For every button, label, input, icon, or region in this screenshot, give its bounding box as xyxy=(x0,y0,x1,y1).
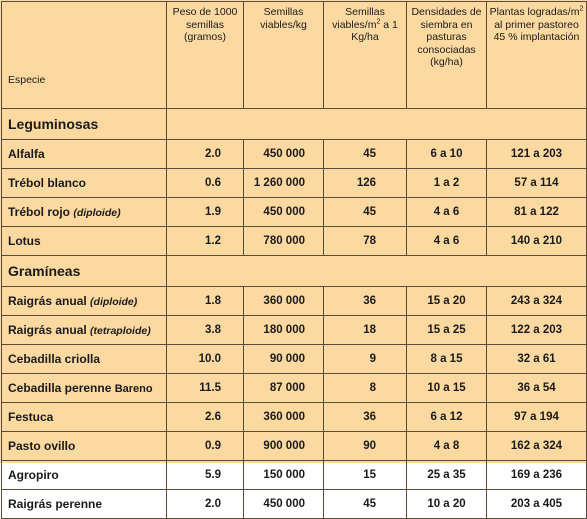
species-qualifier: (tetraploide) xyxy=(90,325,151,337)
cell-plantas: 121 a 203 xyxy=(487,140,587,169)
section-title: Gramíneas xyxy=(2,256,167,287)
species-qualifier: (diploide) xyxy=(90,296,138,308)
section-row xyxy=(2,256,587,287)
cell-plantas: 162 a 324 xyxy=(487,432,587,461)
cell-plantas: 140 a 210 xyxy=(487,227,587,256)
table-row xyxy=(2,345,587,374)
cell-viables-m2: 90 xyxy=(324,432,407,461)
species-qualifier: (diploide) xyxy=(73,207,121,219)
cell-viables-m2: 45 xyxy=(324,490,407,519)
cell-viables-m2: 45 xyxy=(324,140,407,169)
cell-viables-kg: 780 000 xyxy=(244,227,324,256)
table-row xyxy=(2,287,587,316)
cell-viables-kg: 450 000 xyxy=(244,140,324,169)
table-header-row xyxy=(2,2,587,109)
cell-especie xyxy=(2,403,167,432)
cell-viables-m2: 18 xyxy=(324,316,407,345)
cell-peso: 3.8 xyxy=(167,316,244,345)
cell-densidad: 4 a 8 xyxy=(407,432,487,461)
cell-especie xyxy=(2,140,167,169)
cell-viables-kg: 900 000 xyxy=(244,432,324,461)
cell-plantas: 81 a 122 xyxy=(487,198,587,227)
cell-densidad: 10 a 15 xyxy=(407,374,487,403)
table-row xyxy=(2,227,587,256)
section-title: Leguminosas xyxy=(2,109,167,140)
cell-viables-m2: 15 xyxy=(324,461,407,490)
table-row xyxy=(2,490,587,519)
cell-densidad: 6 a 12 xyxy=(407,403,487,432)
species-name: Lotus xyxy=(8,234,41,248)
cell-peso: 0.6 xyxy=(167,169,244,198)
cell-densidad: 25 a 35 xyxy=(407,461,487,490)
cell-viables-kg: 150 000 xyxy=(244,461,324,490)
cell-especie xyxy=(2,374,167,403)
header-densidades: Densidades de siembra en pasturas consociadas (kg/ha) xyxy=(407,2,487,109)
cell-viables-m2: 126 xyxy=(324,169,407,198)
cell-viables-kg: 87 000 xyxy=(244,374,324,403)
species-name: Raigrás anual xyxy=(8,323,91,337)
cell-viables-m2: 8 xyxy=(324,374,407,403)
header-viables-kg: Semillas viables/kg xyxy=(244,2,324,109)
species-name: Alfalfa xyxy=(8,147,45,161)
cell-viables-kg: 360 000 xyxy=(244,287,324,316)
species-name: Agropiro xyxy=(8,468,59,482)
cell-viables-kg: 1 260 000 xyxy=(244,169,324,198)
cell-peso: 1.2 xyxy=(167,227,244,256)
cell-densidad: 4 a 6 xyxy=(407,198,487,227)
cell-viables-kg: 90 000 xyxy=(244,345,324,374)
cell-peso: 10.0 xyxy=(167,345,244,374)
cell-plantas: 36 a 54 xyxy=(487,374,587,403)
cell-especie xyxy=(2,490,167,519)
species-name: Cebadilla criolla xyxy=(8,352,101,366)
cell-peso: 5.9 xyxy=(167,461,244,490)
header-peso: Peso de 1000 semillas (gramos) xyxy=(167,2,244,109)
header-plantas: Plantas logradas/$m^2$ al primer pastoreo 45 % implantación xyxy=(487,2,587,109)
cell-plantas: 57 a 114 xyxy=(487,169,587,198)
cell-especie xyxy=(2,345,167,374)
cell-viables-m2: 45 xyxy=(324,198,407,227)
header-especie: Especie xyxy=(2,2,167,109)
cell-peso: 11.5 xyxy=(167,374,244,403)
species-name: Raigrás anual xyxy=(8,294,91,308)
cell-peso: 2.6 xyxy=(167,403,244,432)
section-row xyxy=(2,109,587,140)
section-filler xyxy=(167,109,587,140)
cell-viables-m2: 36 xyxy=(324,403,407,432)
header-viables-m2: Semillas viables/$m^2$ a 1 Kg/ha xyxy=(324,2,407,109)
cell-viables-kg: 180 000 xyxy=(244,316,324,345)
cell-plantas: 122 a 203 xyxy=(487,316,587,345)
cell-especie xyxy=(2,287,167,316)
cell-plantas: 32 a 61 xyxy=(487,345,587,374)
cell-especie xyxy=(2,169,167,198)
cell-plantas: 97 a 194 xyxy=(487,403,587,432)
cell-viables-kg: 450 000 xyxy=(244,198,324,227)
table-row xyxy=(2,169,587,198)
cell-densidad: 1 a 2 xyxy=(407,169,487,198)
cell-especie xyxy=(2,227,167,256)
table-row xyxy=(2,403,587,432)
cell-densidad: 8 a 15 xyxy=(407,345,487,374)
table-row xyxy=(2,140,587,169)
species-name: Festuca xyxy=(8,410,54,424)
species-cultivar: Bareno xyxy=(114,383,153,395)
section-filler xyxy=(167,256,587,287)
cell-plantas: 243 a 324 xyxy=(487,287,587,316)
cell-peso: 0.9 xyxy=(167,432,244,461)
cell-viables-kg: 450 000 xyxy=(244,490,324,519)
seed-data-table xyxy=(1,1,587,519)
species-name: Cebadilla perenne xyxy=(8,381,115,395)
cell-especie xyxy=(2,198,167,227)
cell-densidad: 4 a 6 xyxy=(407,227,487,256)
cell-viables-m2: 36 xyxy=(324,287,407,316)
species-name: Trébol blanco xyxy=(8,176,87,190)
cell-peso: 1.9 xyxy=(167,198,244,227)
cell-plantas: 169 a 236 xyxy=(487,461,587,490)
cell-viables-m2: 9 xyxy=(324,345,407,374)
cell-densidad: 15 a 25 xyxy=(407,316,487,345)
table-row xyxy=(2,374,587,403)
species-name: Trébol rojo xyxy=(8,205,74,219)
cell-peso: 2.0 xyxy=(167,140,244,169)
cell-viables-kg: 360 000 xyxy=(244,403,324,432)
species-name: Pasto ovillo xyxy=(8,439,76,453)
species-name: Raigrás perenne xyxy=(8,497,103,511)
cell-especie xyxy=(2,316,167,345)
cell-plantas: 203 a 405 xyxy=(487,490,587,519)
table-row xyxy=(2,432,587,461)
cell-densidad: 6 a 10 xyxy=(407,140,487,169)
table-row xyxy=(2,316,587,345)
table-row xyxy=(2,198,587,227)
cell-densidad: 15 a 20 xyxy=(407,287,487,316)
table-row xyxy=(2,461,587,490)
cell-especie xyxy=(2,432,167,461)
cell-densidad: 10 a 20 xyxy=(407,490,487,519)
cell-viables-m2: 78 xyxy=(324,227,407,256)
cell-especie xyxy=(2,461,167,490)
cell-peso: 1.8 xyxy=(167,287,244,316)
cell-peso: 2.0 xyxy=(167,490,244,519)
